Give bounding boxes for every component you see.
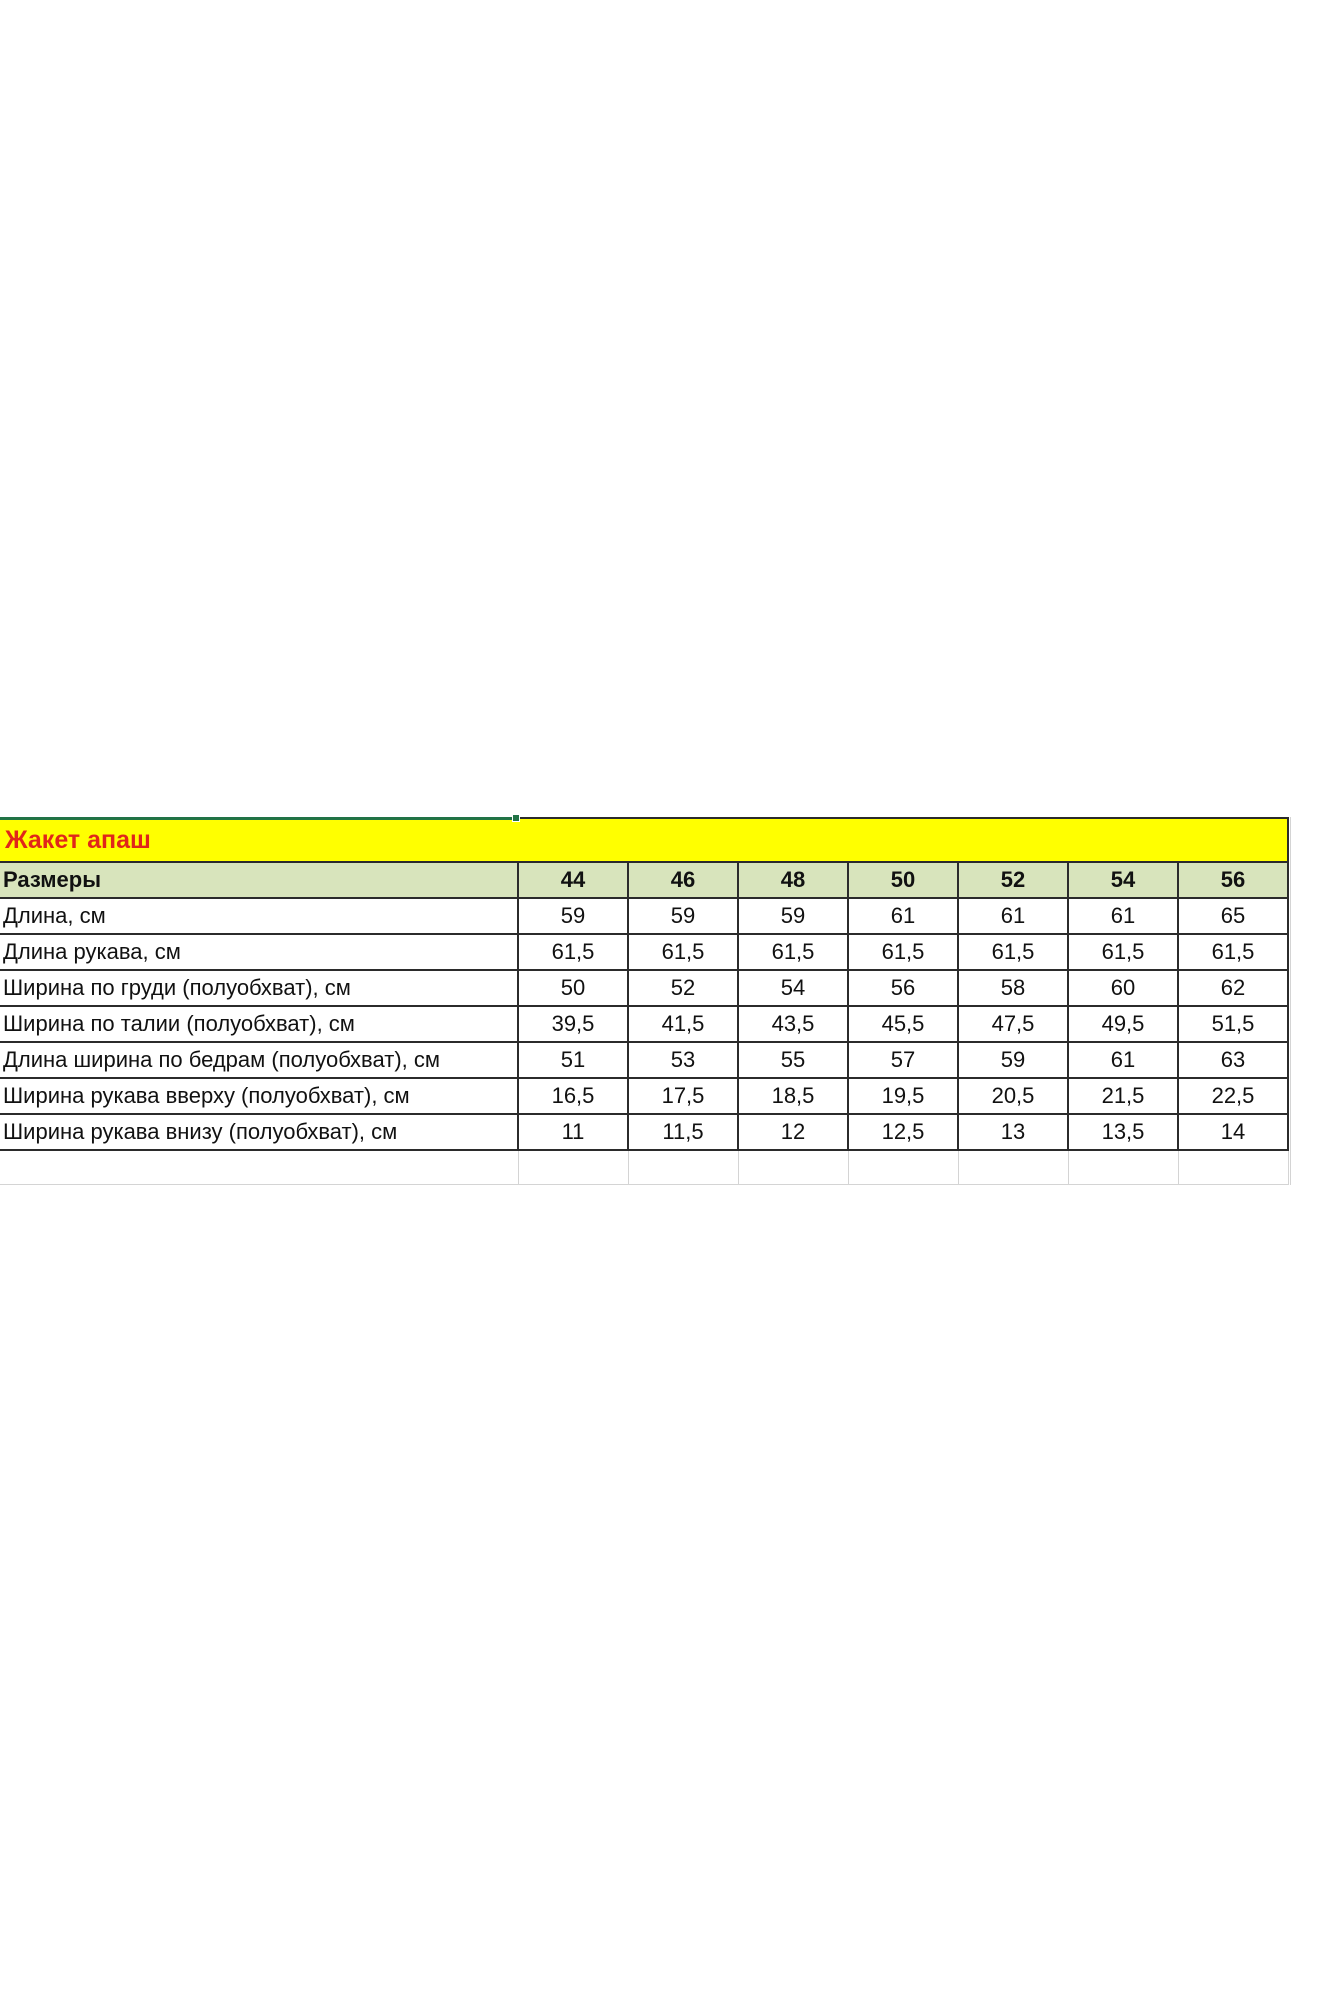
value-cell[interactable]: 43,5 <box>738 1006 848 1042</box>
value-cell[interactable]: 61 <box>958 898 1068 934</box>
value-cell[interactable]: 59 <box>518 898 628 934</box>
value-cell[interactable]: 61 <box>1068 898 1178 934</box>
value-cell[interactable]: 45,5 <box>848 1006 958 1042</box>
value-cell[interactable]: 55 <box>738 1042 848 1078</box>
value-cell[interactable]: 61,5 <box>848 934 958 970</box>
row-label-cell[interactable]: Ширина рукава внизу (полуобхват), см <box>0 1114 518 1150</box>
value-cell[interactable]: 20,5 <box>958 1078 1068 1114</box>
value-cell[interactable]: 22,5 <box>1178 1078 1288 1114</box>
value-cell[interactable]: 57 <box>848 1042 958 1078</box>
empty-cell[interactable] <box>0 1150 518 1184</box>
value-cell[interactable]: 61 <box>1068 1042 1178 1078</box>
value-cell[interactable]: 12 <box>738 1114 848 1150</box>
table-row <box>0 1114 1288 1150</box>
value-cell[interactable]: 61,5 <box>738 934 848 970</box>
value-cell[interactable]: 17,5 <box>628 1078 738 1114</box>
value-cell[interactable]: 63 <box>1178 1042 1288 1078</box>
value-cell[interactable]: 59 <box>628 898 738 934</box>
value-cell[interactable]: 51,5 <box>1178 1006 1288 1042</box>
empty-cell[interactable] <box>628 1150 738 1184</box>
size-chart-table <box>0 817 1289 1185</box>
value-cell[interactable]: 12,5 <box>848 1114 958 1150</box>
size-header-cell[interactable]: 52 <box>958 862 1068 898</box>
value-cell[interactable]: 61,5 <box>1068 934 1178 970</box>
empty-cell[interactable] <box>518 1150 628 1184</box>
row-label-cell[interactable]: Длина ширина по бедрам (полуобхват), см <box>0 1042 518 1078</box>
value-cell[interactable]: 21,5 <box>1068 1078 1178 1114</box>
empty-cell[interactable] <box>958 1150 1068 1184</box>
row-label-cell[interactable]: Ширина по талии (полуобхват), см <box>0 1006 518 1042</box>
value-cell[interactable]: 61 <box>848 898 958 934</box>
value-cell[interactable]: 54 <box>738 970 848 1006</box>
cell-selection-border <box>0 817 518 820</box>
value-cell[interactable]: 59 <box>738 898 848 934</box>
value-cell[interactable]: 62 <box>1178 970 1288 1006</box>
value-cell[interactable]: 52 <box>628 970 738 1006</box>
value-cell[interactable]: 41,5 <box>628 1006 738 1042</box>
row-label-cell[interactable]: Длина рукава, см <box>0 934 518 970</box>
title-row <box>0 818 1288 862</box>
table-title[interactable]: Жакет апаш <box>0 818 1288 862</box>
empty-row <box>0 1150 1288 1184</box>
value-cell[interactable]: 56 <box>848 970 958 1006</box>
size-header-cell[interactable]: 48 <box>738 862 848 898</box>
value-cell[interactable]: 53 <box>628 1042 738 1078</box>
size-header-cell[interactable]: 44 <box>518 862 628 898</box>
table-row <box>0 898 1288 934</box>
table-row <box>0 1006 1288 1042</box>
value-cell[interactable]: 61,5 <box>958 934 1068 970</box>
table-row <box>0 1042 1288 1078</box>
value-cell[interactable]: 59 <box>958 1042 1068 1078</box>
empty-cell[interactable] <box>1068 1150 1178 1184</box>
header-label-cell[interactable]: Размеры <box>0 862 518 898</box>
gridline <box>1290 817 1291 1185</box>
value-cell[interactable]: 39,5 <box>518 1006 628 1042</box>
value-cell[interactable]: 13 <box>958 1114 1068 1150</box>
row-label-cell[interactable]: Ширина рукава вверху (полуобхват), см <box>0 1078 518 1114</box>
table-row <box>0 1078 1288 1114</box>
value-cell[interactable]: 11,5 <box>628 1114 738 1150</box>
value-cell[interactable]: 60 <box>1068 970 1178 1006</box>
size-header-cell[interactable]: 56 <box>1178 862 1288 898</box>
header-row <box>0 862 1288 898</box>
row-label-cell[interactable]: Длина, см <box>0 898 518 934</box>
value-cell[interactable]: 61,5 <box>628 934 738 970</box>
value-cell[interactable]: 13,5 <box>1068 1114 1178 1150</box>
value-cell[interactable]: 19,5 <box>848 1078 958 1114</box>
value-cell[interactable]: 51 <box>518 1042 628 1078</box>
empty-cell[interactable] <box>738 1150 848 1184</box>
table-row <box>0 934 1288 970</box>
size-header-cell[interactable]: 54 <box>1068 862 1178 898</box>
value-cell[interactable]: 50 <box>518 970 628 1006</box>
empty-cell[interactable] <box>1178 1150 1288 1184</box>
row-label-cell[interactable]: Ширина по груди (полуобхват), см <box>0 970 518 1006</box>
size-header-cell[interactable]: 46 <box>628 862 738 898</box>
value-cell[interactable]: 11 <box>518 1114 628 1150</box>
value-cell[interactable]: 18,5 <box>738 1078 848 1114</box>
value-cell[interactable]: 61,5 <box>1178 934 1288 970</box>
value-cell[interactable]: 58 <box>958 970 1068 1006</box>
value-cell[interactable]: 49,5 <box>1068 1006 1178 1042</box>
value-cell[interactable]: 14 <box>1178 1114 1288 1150</box>
table-row <box>0 970 1288 1006</box>
value-cell[interactable]: 47,5 <box>958 1006 1068 1042</box>
size-header-cell[interactable]: 50 <box>848 862 958 898</box>
fill-handle[interactable] <box>512 814 520 822</box>
empty-cell[interactable] <box>848 1150 958 1184</box>
value-cell[interactable]: 65 <box>1178 898 1288 934</box>
value-cell[interactable]: 16,5 <box>518 1078 628 1114</box>
value-cell[interactable]: 61,5 <box>518 934 628 970</box>
